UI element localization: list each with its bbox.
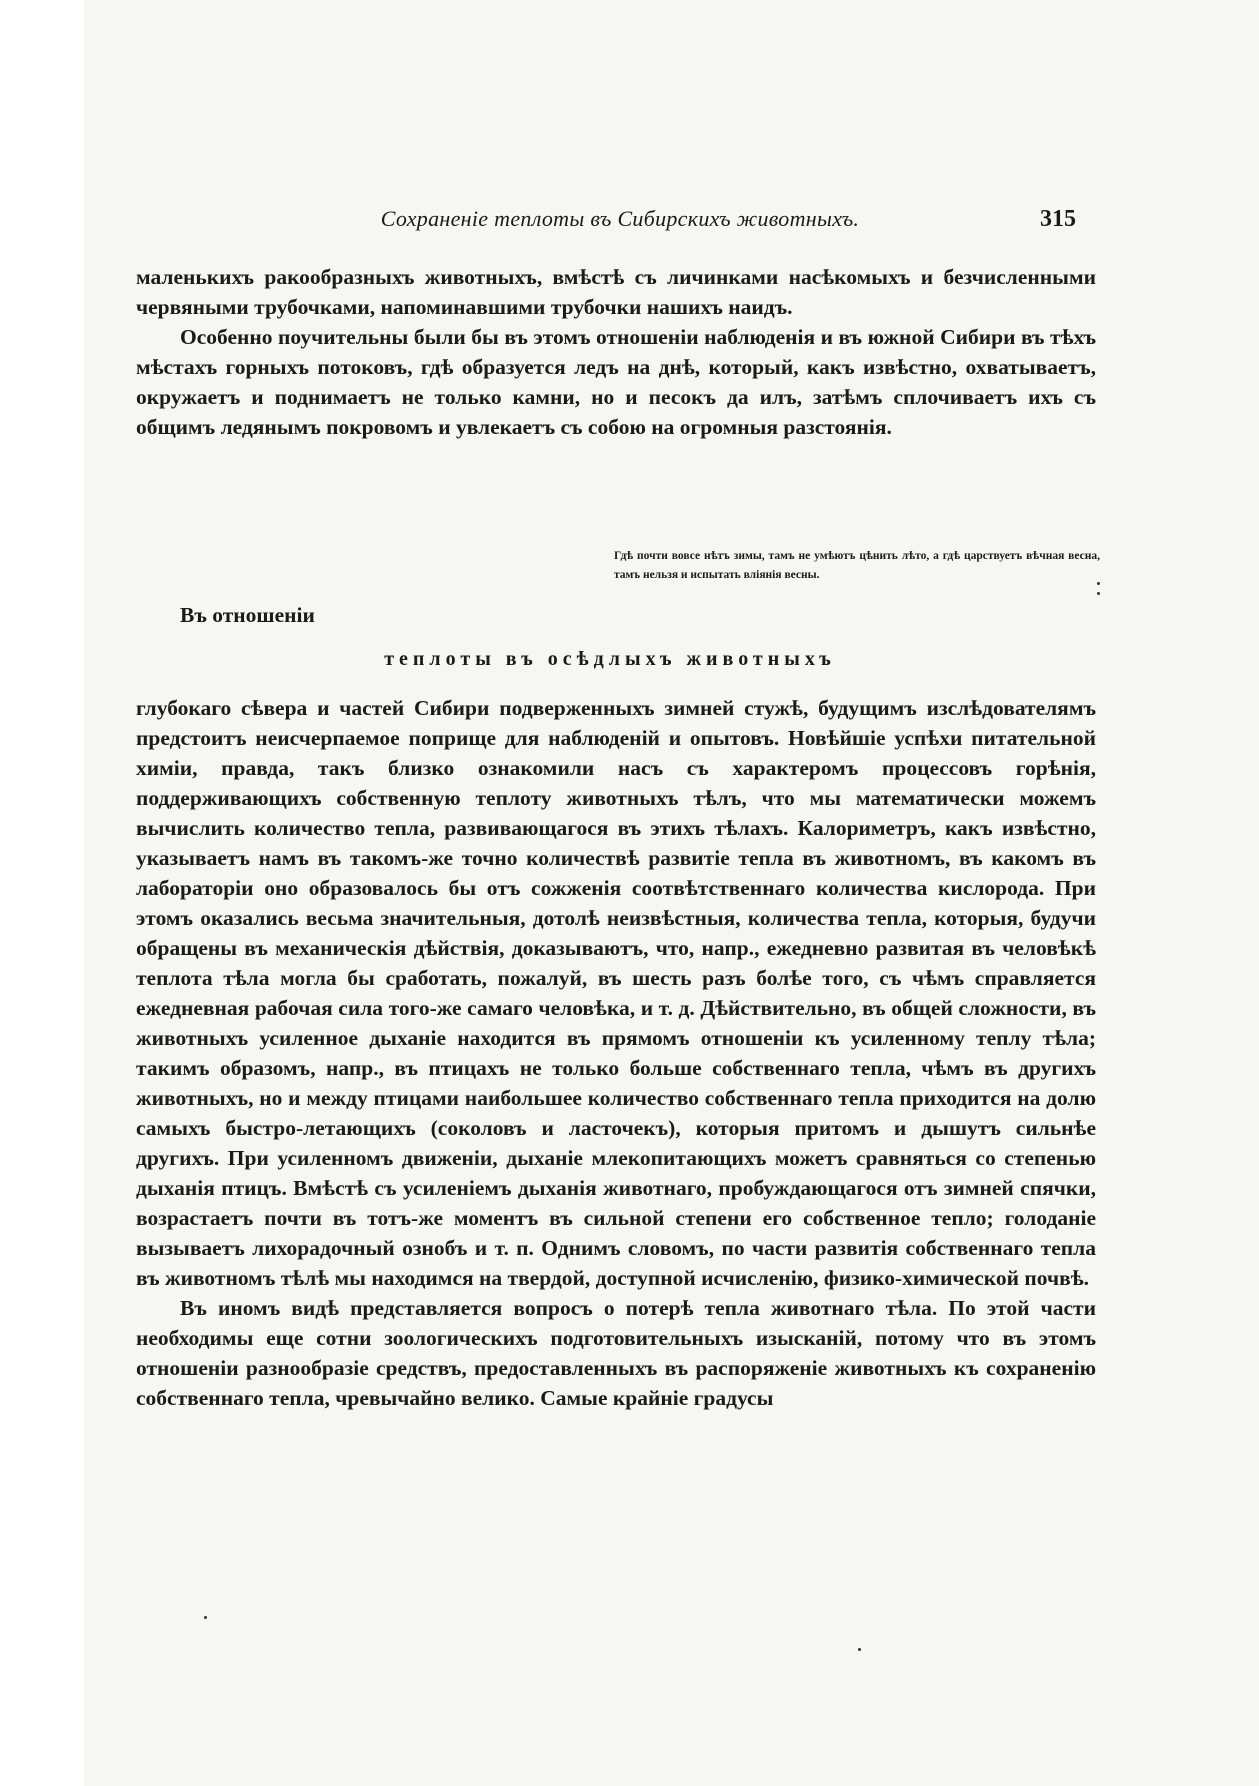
main-text-block [136,693,1096,1413]
paragraph: Въ иномъ видѣ представляется вопросъ о потерѣ тепла животнаго тѣла. По этой части необходимы еще сотни зоологическихъ подготовительныхъ изысканій, потому что въ этомъ отношеніи разнообразіе средствъ, предоставленныхъ въ распоряженіе животныхъ къ сохраненію собственнаго тепла, чревычайно велико. Самые крайніе градусы [136,1296,1096,1410]
scan-speck [858,1648,861,1651]
section-lead: Въ отношеніи [180,603,315,627]
epigraph: Гдѣ почти вовсе нѣтъ зимы, тамъ не умѣютъ цѣнить лѣто, а гдѣ царствуетъ вѣчная весна, тамъ нельзя и испытать вліянія весны. [614,550,1100,581]
paragraph-continuation: глубокаго сѣвера и частей Сибири подверженныхъ зимней стужѣ, будущимъ изслѣдователямъ предстоитъ неисчерпаемое поприще для наблюденій и опытовъ. Новѣйшіе успѣхи питательной химіи, правда, такъ близко ознакомили насъ съ характеромъ процессовъ горѣнія, поддерживающихъ собственную теплоту животныхъ тѣлъ, что мы математически можемъ вычислить количество тепла, развивающагося въ этихъ тѣлахъ. Калориметръ, какъ извѣстно, указываетъ намъ въ такомъ-же точно количествѣ развитіе тепла въ животномъ, въ какомъ въ лабораторіи оно образовалось бы отъ сожженія соотвѣтственнаго количества кислорода. При этомъ оказались весьма значительныя, дотолѣ неизвѣстныя, количества тепла, которыя, будучи обращены въ механическія дѣйствія, доказываютъ, что, напр., ежедневно развитая въ человѣкѣ теплота тѣла могла бы сработать, пожалуй, въ шесть разъ болѣе того, съ чѣмъ справляется ежедневная рабочая сила того-же самаго человѣка, и т. д. Дѣйствительно, въ общей сложности, въ животныхъ усиленное дыханіе находится въ прямомъ отношеніи къ усиленному теплу тѣла; такимъ образомъ, напр., въ птицахъ не только больше собственнаго тепла, чѣмъ въ другихъ животныхъ, но и между птицами наибольшее количество собственнаго тепла приходится на долю самыхъ быстро-летающихъ (соколовъ и ласточекъ), которыя притомъ и дышутъ сильнѣе другихъ. При усиленномъ движеніи, дыханіе млекопитающихъ можетъ сравняться со степенью дыханія птицъ. Вмѣстѣ съ усиленіемъ дыханія животнаго, пробуждающагося отъ зимней спячки, возрастаетъ почти въ тотъ-же моментъ въ сильной степени его собственное тепло; голоданіе вызываетъ лихорадочный ознобъ и т. п. Однимъ словомъ, по части развитія собственнаго тепла въ животномъ тѣлѣ мы находимся на твердой, доступной исчисленію, физико-химической почвѣ. [136,696,1096,1290]
scan-speck [1097,582,1100,585]
paragraph-continuation: маленькихъ ракообразныхъ животныхъ, вмѣстѣ съ личинками насѣкомыхъ и безчисленными червяными трубочками, напоминавшими трубочки нашихъ наидъ. [136,265,1096,319]
scan-speck [204,1616,207,1619]
section-heading: теплоты въ осѣдлыхъ животныхъ [384,648,836,670]
top-text-block [136,262,1096,442]
paragraph: Особенно поучительны были бы въ этомъ отношеніи наблюденія и въ южной Сибири въ тѣхъ мѣстахъ горныхъ потоковъ, гдѣ образуется ледъ на днѣ, который, какъ извѣстно, охватываетъ, окружаетъ и поднимаетъ не только камни, но и песокъ да илъ, затѣмъ сплочиваетъ ихъ съ общимъ ледянымъ покровомъ и увлекаетъ съ собою на огромныя разстоянія. [136,325,1096,439]
running-title: Сохраненіе теплоты въ Сибирскихъ животныхъ. [380,206,860,231]
scan-speck [1097,592,1100,595]
page-number: 315 [1040,206,1076,232]
